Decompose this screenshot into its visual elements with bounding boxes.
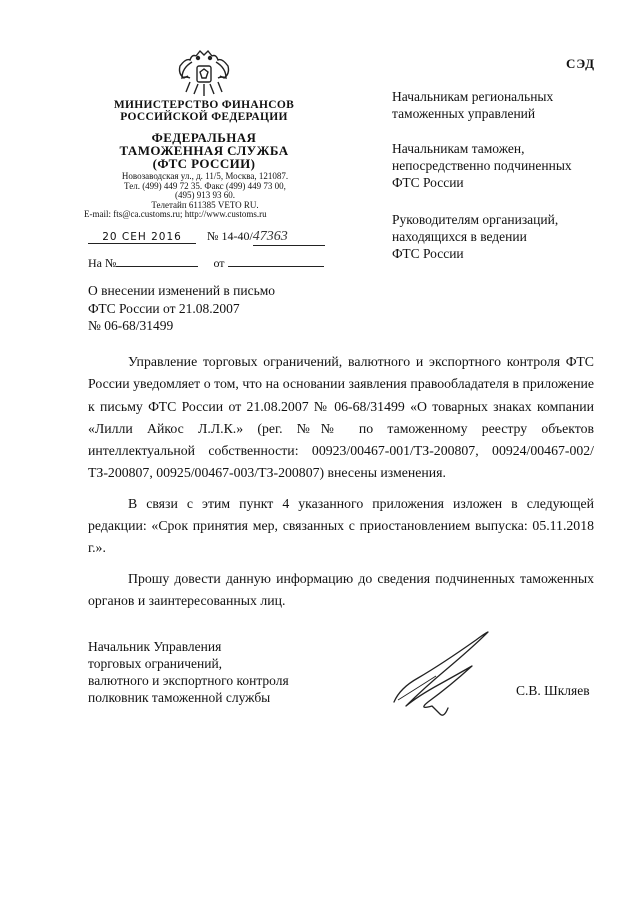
addressee-line: ФТС России — [392, 175, 464, 190]
service-line: ТАМОЖЕННАЯ СЛУЖБА — [119, 143, 289, 158]
signatory-name: С.В. Шкляев — [516, 683, 590, 698]
subject-line: ФТС России от 21.08.2007 — [88, 300, 240, 316]
sender-contacts — [80, 172, 330, 220]
reference-date-blank — [228, 266, 324, 267]
subject-line: О внесении изменений в письмо — [88, 283, 276, 298]
addressee-block — [392, 88, 553, 122]
contact-line: (495) 913 93 60. — [175, 190, 235, 200]
body-paragraph: Прошу довести данную информацию до сведения подчиненных таможенных органов и заинтересованных лиц. — [88, 570, 594, 608]
contact-line: Тел. (499) 449 72 35. Факс (499) 449 73 00, — [124, 180, 286, 191]
sed-stamp: СЭД — [566, 56, 596, 71]
addressee-block — [392, 140, 572, 191]
addressee-line: Руководителям организаций, — [392, 212, 559, 227]
email-line: E-mail: fts@ca.customs.ru; http://www.customs.ru — [84, 209, 267, 219]
signatory-title — [88, 638, 289, 706]
addressee-line: Начальникам таможен, — [392, 141, 525, 156]
subject-line: № 06-68/31499 — [88, 318, 174, 333]
reference-number-blank — [116, 266, 198, 267]
body-paragraph: В связи с этим пункт 4 указанного приложения изложен в следующей редакции: «Срок принятия мер, связанных с приостановлением выпуска: 05.11.2018 г.». — [88, 495, 594, 556]
coat-of-arms-icon — [172, 48, 236, 102]
letter-body — [88, 351, 594, 612]
addressee-line: ФТС России — [392, 246, 464, 261]
letter-subject — [88, 282, 275, 335]
handwritten-signature — [388, 630, 500, 720]
addressee-block — [392, 211, 558, 262]
reference-from-label: от — [213, 256, 225, 270]
body-paragraph: Управление торговых ограничений, валютного и экспортного контроля ФТС России уведомляет о том, что на основании заявления правообладателя в приложение к письму ФТС России от 21.08.2007 № 06-68/31499 «О товарных знаках компании «Лилли Айкос Л.Л.К.» (рег. №№ по таможенному реестру объектов интеллектуальной собственности: 00923/00467-001/ТЗ-200807, 00924/00467-002/ТЗ-200807, 00925/00467-003/ТЗ-200807) внесены изменения. — [88, 354, 594, 481]
signatory-line: торговых ограничений, — [88, 656, 223, 671]
registration-number-handwritten: 47363 — [253, 229, 325, 246]
addressee-line: непосредственно подчиненных — [392, 158, 572, 173]
reference-line — [88, 256, 324, 271]
service-line: ФЕДЕРАЛЬНАЯ — [151, 130, 257, 145]
reference-prefix: На № — [88, 256, 117, 270]
signatory-line: Начальник Управления — [88, 639, 222, 654]
signatory-line: валютного и экспортного контроля — [88, 673, 289, 688]
registration-date: 20 СЕН 2016 — [88, 231, 196, 244]
ministry-line: РОССИЙСКОЙ ФЕДЕРАЦИИ — [120, 111, 288, 123]
contact-line: Новозаводская ул., д. 11/5, Москва, 121087. — [121, 171, 289, 181]
ministry-line: МИНИСТЕРСТВО ФИНАНСОВ — [113, 99, 295, 111]
addressee-line: находящихся в ведении — [392, 229, 527, 244]
registration-number-prefix: № 14-40/ — [207, 229, 253, 243]
contact-line: Телетайп 611385 VETO RU. — [151, 199, 259, 210]
addressee-line: таможенных управлений — [392, 106, 536, 121]
service-name — [84, 131, 324, 170]
registration-line — [88, 229, 325, 246]
addressee-line: Начальникам региональных — [392, 89, 554, 104]
signatory-line: полковник таможенной службы — [88, 690, 271, 705]
ministry-name — [84, 99, 324, 123]
service-line: (ФТС РОССИИ) — [152, 156, 256, 171]
